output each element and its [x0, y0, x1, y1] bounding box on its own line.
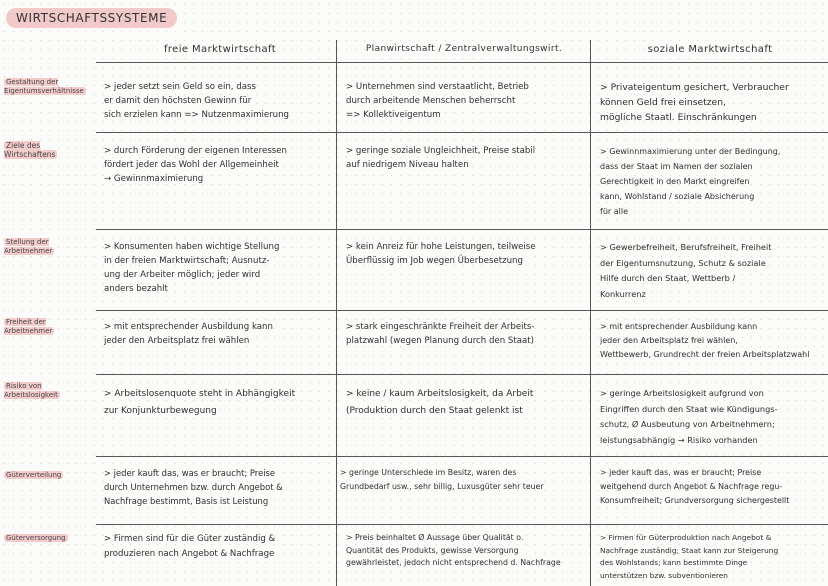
cell-distribution-social: > jeder kauft das, was er braucht; Preise weitgehend durch Angebot & Nachfrage regu- Konsumfreiheit; Grundversorgung sichergestellt: [600, 468, 790, 505]
cell-freedom-planned: > stark eingeschränkte Freiheit der Arbeits- platzwahl (wegen Planung durch den Staat): [346, 322, 535, 346]
header-divider: [96, 62, 828, 63]
cell-goals-free-market: > durch Förderung der eigenen Interessen fördert jeder das Wohl der Allgemeinheit → Gewinnmaximierung: [104, 146, 288, 184]
row-divider: [96, 229, 828, 230]
row-label-employee-position: Stellung der Arbeitnehmer: [4, 238, 53, 255]
column-header-free-market: freie Marktwirtschaft: [163, 44, 277, 55]
row-label-employee-freedom: Freiheit der Arbeitnehmer: [4, 318, 53, 335]
cell-distribution-planned: > geringe Unterschiede im Besitz, waren des Grundbedarf usw., sehr billig, Luxusgüter sehr teuer: [340, 468, 544, 491]
cell-freedom-social: > mit entsprechender Ausbildung kann jeder den Arbeitsplatz frei wählen, Wettbewerb, Grundrecht der freien Arbeitsplatzwahl: [600, 322, 810, 359]
cell-ownership-social: > Privateigentum gesichert, Verbraucher können Geld frei einsetzen, mögliche Staatl. Einschränkungen: [600, 82, 789, 123]
row-divider: [96, 132, 828, 133]
cell-position-planned: > kein Anreiz für hohe Leistungen, teilweise Überflüssig im Job wegen Überbesetzung: [346, 242, 536, 266]
column-divider-1: [336, 40, 337, 586]
row-divider: [96, 456, 828, 457]
cell-unemployment-free-market: > Arbeitslosenquote steht in Abhängigkeit zur Konjunkturbewegung: [104, 389, 296, 416]
row-label-unemployment-risk: Risiko von Arbeitslosigkeit: [4, 382, 58, 399]
row-divider: [96, 524, 828, 525]
cell-goals-social: > Gewinnmaximierung unter der Bedingung, dass der Staat im Namen der sozialen Gerechtigkeit in den Markt eingreifen kann, Wohlstand / soziale Absicherung für alle: [600, 147, 781, 216]
page-title: WIRTSCHAFTSSYSTEME: [6, 8, 177, 28]
cell-freedom-free-market: > mit entsprechender Ausbildung kann jeder den Arbeitsplatz frei wählen: [104, 322, 273, 346]
row-label-ownership: Gestaltung der Eigentumsverhältnisse: [4, 78, 84, 95]
cell-ownership-free-market: > jeder setzt sein Geld so ein, dass er damit den höchsten Gewinn für sich erzielen kann => Nutzenmaximierung: [104, 82, 290, 120]
cell-unemployment-social: > geringe Arbeitslosigkeit aufgrund von Eingriffen durch den Staat wie Kündigungs- schutz, Ø Ausbeutung von Arbeitnehmern; leistungsabhängig → Risiko vorhanden: [600, 388, 778, 445]
cell-supply-planned: > Preis beinhaltet Ø Aussage über Qualität o. Quantität des Produkts, gewisse Versorgung gewährleistet, jedoch nicht entsprechend d. Nachfrage: [346, 533, 561, 567]
row-label-goods-distribution: Güterverteilung: [6, 471, 62, 479]
column-header-planned-economy: Planwirtschaft / Zentralverwaltungswirt.: [365, 44, 563, 54]
cell-position-social: > Gewerbefreiheit, Berufsfreiheit, Freiheit der Eigentumsnutzung, Schutz & soziale Hilfe durch den Staat, Wettberb / Konkurrenz: [600, 242, 772, 299]
cell-supply-free-market: > Firmen sind für die Güter zuständig & produzieren nach Angebot & Nachfrage: [104, 534, 276, 559]
cell-ownership-planned: > Unternehmen sind verstaatlicht, Betrieb durch arbeitende Menschen beherrscht => Kollektiveigentum: [346, 82, 529, 120]
cell-position-free-market: > Konsumenten haben wichtige Stellung in der freien Marktwirtschaft; Ausnutz- ung der Arbeiter möglich; jeder wird anders bezahlt: [104, 242, 280, 294]
cell-supply-social: > Firmen für Güterproduktion nach Angebot & Nachfrage zuständig; Staat kann zur Steigerung des Wohlstands; kann bestimmte Dinge unterstützen bzw. subventionieren: [600, 533, 779, 580]
cell-goals-planned: > geringe soziale Ungleichheit, Preise stabil auf niedrigem Niveau halten: [346, 146, 536, 170]
cell-unemployment-planned: > keine / kaum Arbeitslosigkeit, da Arbeit (Produktion durch den Staat gelenkt ist: [346, 389, 534, 416]
row-divider: [96, 310, 828, 311]
row-label-goals: Ziele des Wirtschaftens: [4, 141, 56, 159]
row-label-goods-supply: Güterversorgung: [6, 534, 66, 542]
cell-distribution-free-market: > jeder kauft das, was er braucht; Preise durch Unternehmen bzw. durch Angebot & Nachfrage bestimmt, Basis ist Leistung: [104, 468, 283, 506]
column-header-social-market: soziale Marktwirtschaft: [647, 44, 773, 55]
column-divider-2: [590, 40, 591, 586]
row-divider: [96, 374, 828, 375]
